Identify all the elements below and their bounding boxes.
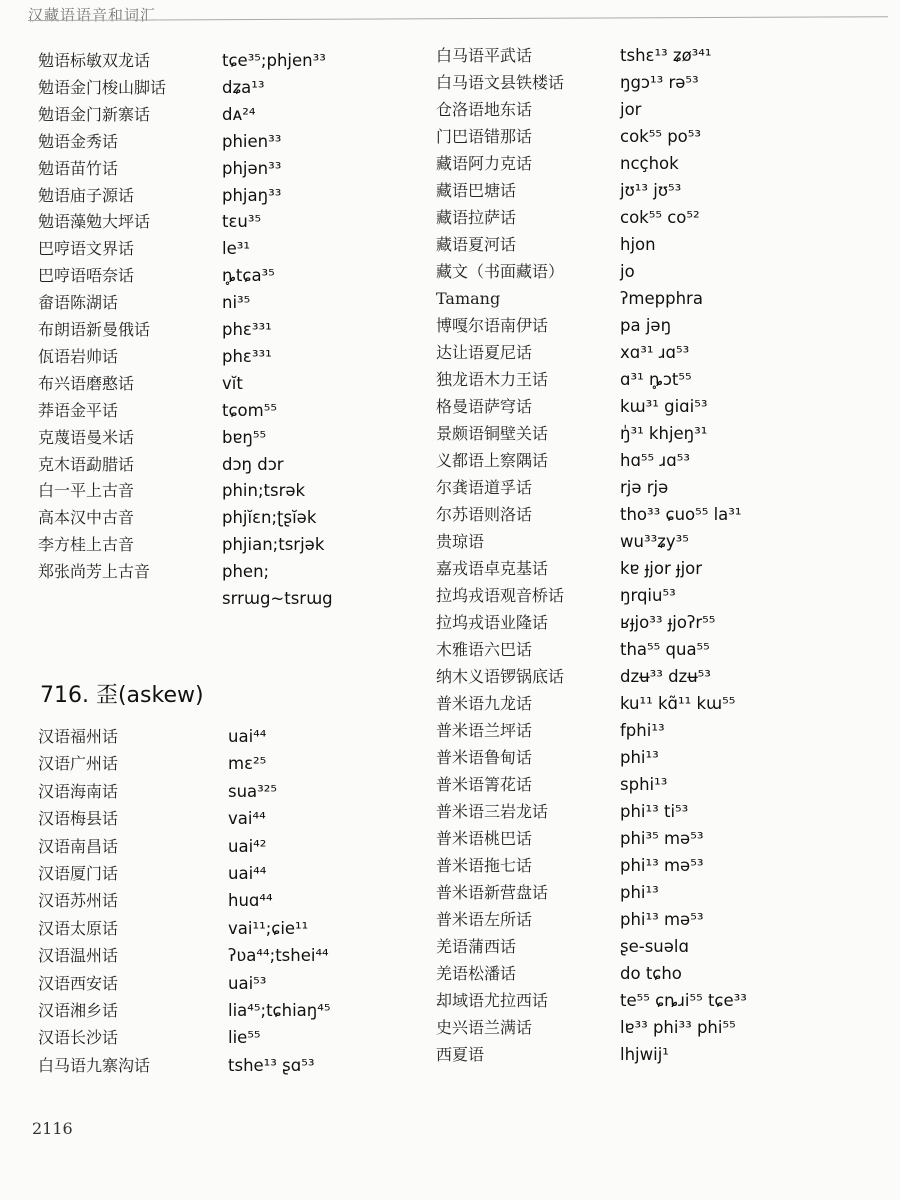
dialect-name: 高本汉中古音: [38, 508, 135, 528]
dialect-name: 仓洛语地东话: [436, 100, 533, 119]
phonetic-form: ʔʋa⁴⁴;tshei⁴⁴: [228, 946, 329, 966]
phonetic-form: tshe¹³ ʂɑ⁵³: [228, 1055, 315, 1075]
phonetic-form: fphi¹³: [620, 721, 665, 740]
dialect-name: 勉语金秀话: [38, 131, 119, 151]
dialect-name: 门巴语错那话: [436, 127, 533, 146]
phonetic-form: wu³³ʑy³⁵: [620, 532, 689, 551]
dialect-name: 畲语陈湖话: [38, 293, 119, 313]
dialect-name: 藏语夏河话: [436, 235, 517, 254]
dialect-name: 勉语庙子源话: [38, 185, 135, 205]
dialect-name: 勉语藻勉大坪话: [38, 212, 151, 232]
dialect-name: 景颇语铜壁关话: [436, 424, 549, 443]
dialect-name: 汉语西安话: [38, 973, 119, 993]
dialect-name: 史兴语兰满话: [436, 1018, 533, 1037]
phonetic-form: tɛu³⁵: [222, 212, 262, 232]
phonetic-form: ŋrqiu⁵³: [620, 586, 676, 605]
phonetic-form: le³¹: [222, 239, 250, 259]
dialect-name: 汉语厦门话: [38, 864, 119, 883]
dialect-name: 藏文（书面藏语）: [436, 262, 565, 281]
phonetic-form: vai¹¹;ɕie¹¹: [228, 918, 309, 938]
dialect-name: 西夏语: [436, 1045, 485, 1064]
dialect-name: 汉语温州话: [38, 946, 119, 966]
dialect-name: 勉语金门梭山脚话: [38, 77, 167, 97]
dialect-name: 汉语广州话: [38, 754, 119, 774]
dialect-name: 勉语苗竹话: [38, 158, 119, 178]
phonetic-form: phjian;tsrjək: [222, 535, 325, 555]
dialect-name: 普米语箐花话: [436, 775, 533, 794]
dialect-name: 汉语湘乡话: [38, 1001, 119, 1020]
dialect-name: 普米语三岩龙话: [436, 802, 549, 821]
phonetic-form: phi¹³ mə⁵³: [620, 910, 704, 929]
phonetic-form: sphi¹³: [620, 775, 668, 794]
dialect-name: 勉语标敏双龙话: [38, 51, 151, 70]
dialect-name: 白马语平武话: [436, 46, 533, 65]
phonetic-form: uai⁴⁴: [228, 727, 267, 746]
phonetic-form: phien³³: [222, 131, 282, 151]
dialect-name: 白一平上古音: [38, 481, 135, 501]
dialect-name: 纳木义语锣锅底话: [436, 667, 565, 686]
phonetic-form: jʊ¹³ jʊ⁵³: [620, 181, 682, 200]
dialect-name: 拉坞戎语业隆话: [436, 613, 549, 632]
phonetic-form: ɑ³¹ ȵ̥ɔt⁵⁵: [620, 370, 692, 389]
dialect-name: 克蔑语曼米话: [38, 427, 135, 447]
phonetic-form: phɛ³³¹: [222, 320, 272, 339]
dialect-name: 郑张尚芳上古音: [38, 562, 151, 582]
phonetic-form: ȵ̥tɕa³⁵: [222, 266, 275, 286]
phonetic-form: uai⁵³: [228, 973, 267, 993]
dialect-name: 博嘎尔语南伊话: [436, 316, 549, 335]
dialect-name: 普米语桃巴话: [436, 829, 533, 848]
phonetic-form: kɐ ɟjor ɟjor: [620, 559, 703, 578]
page-number: 2116: [32, 1119, 73, 1138]
phonetic-form: uai⁴⁴: [228, 864, 267, 883]
phonetic-form: kɯ³¹ giɑi⁵³: [620, 397, 708, 416]
phonetic-form: hjon: [620, 235, 656, 254]
phonetic-form: vĭt: [222, 373, 243, 393]
dialect-name: 勉语金门新寨话: [38, 104, 151, 124]
phonetic-form: ŋ̍³¹ khjeŋ³¹: [620, 424, 708, 443]
dialect-name: 贵琼语: [436, 532, 485, 551]
phonetic-form: ŋgɔ¹³ rə⁵³: [620, 73, 699, 92]
dialect-name: 汉语南昌话: [38, 836, 119, 856]
dialect-name: 汉语海南话: [38, 781, 119, 801]
phonetic-form: srrɯg~tsrɯg: [222, 589, 333, 608]
phonetic-form: huɑ⁴⁴: [228, 891, 273, 911]
dialect-name: 佤语岩帅话: [38, 346, 119, 366]
phonetic-form: do tɕho: [620, 964, 682, 983]
phonetic-form: tho³³ ɕuo⁵⁵ la³¹: [620, 505, 742, 524]
dialect-name: 格曼语萨穹话: [436, 397, 533, 416]
phonetic-form: cok⁵⁵ co⁵²: [620, 208, 700, 227]
phonetic-form: dɔŋ dɔr: [222, 454, 284, 474]
phonetic-form: phin;tsrək: [222, 481, 306, 501]
phonetic-form: dʑa¹³: [222, 77, 265, 97]
dialect-name: 李方桂上古音: [38, 535, 135, 555]
phonetic-form: phen;: [222, 562, 270, 582]
dialect-name: 义都语上察隅话: [436, 451, 549, 470]
dialect-name: 白马语文县铁楼话: [436, 73, 565, 92]
dialect-name: 达让语夏尼话: [436, 343, 533, 362]
dialect-name: 布兴语磨憨话: [38, 373, 135, 393]
dialect-name: 普米语新营盘话: [436, 883, 549, 902]
phonetic-form: ʂe-suəlɑ: [620, 937, 689, 956]
dialect-name: 白马语九寨沟话: [38, 1055, 151, 1075]
phonetic-form: lɐ³³ phi³³ phi⁵⁵: [620, 1018, 736, 1037]
dialect-name: 巴哼语唔奈话: [38, 266, 135, 286]
dialect-name: 汉语苏州话: [38, 891, 119, 911]
phonetic-form: ni³⁵: [222, 293, 251, 313]
phonetic-form: rjə rjə: [620, 478, 669, 497]
dialect-name: 拉坞戎语观音桥话: [436, 586, 565, 605]
dialect-name: 羌语松潘话: [436, 964, 517, 983]
dialect-name: 独龙语木力王话: [436, 370, 549, 389]
phonetic-form: dᴀ²⁴: [222, 104, 256, 124]
header-rule: [28, 16, 888, 21]
dialect-name: 藏语巴塘话: [436, 181, 517, 200]
phonetic-form: phi¹³: [620, 748, 659, 767]
running-header: 汉藏语语音和词汇: [28, 6, 157, 24]
dialect-name: 藏语拉萨话: [436, 208, 517, 227]
phonetic-form: phi³⁵ mə⁵³: [620, 829, 704, 848]
phonetic-form: vai⁴⁴: [228, 809, 266, 829]
phonetic-form: ncçhok: [620, 154, 679, 173]
phonetic-form: phjən³³: [222, 158, 282, 178]
dialect-name: 普米语拖七话: [436, 856, 533, 875]
phonetic-form: ku¹¹ kɑ̃¹¹ kɯ⁵⁵: [620, 694, 736, 713]
dialect-name: 尔苏语则洛话: [436, 505, 533, 524]
phonetic-form: tɕe³⁵;phjen³³: [222, 51, 326, 70]
phonetic-form: dzʉ³³ dzʉ⁵³: [620, 667, 711, 686]
phonetic-form: ʁɟjo³³ ɟjoʔr⁵⁵: [620, 613, 716, 632]
phonetic-form: ʔmepphra: [620, 289, 703, 308]
dialect-name: 羌语蒲西话: [436, 937, 517, 956]
dialect-name: 普米语兰坪话: [436, 721, 533, 740]
dialect-name: 汉语长沙话: [38, 1028, 119, 1048]
phonetic-form: lhjwij¹: [620, 1045, 669, 1064]
phonetic-form: phi¹³ ti⁵³: [620, 802, 689, 821]
dialect-name: 汉语福州话: [38, 727, 119, 746]
phonetic-form: tha⁵⁵ qua⁵⁵: [620, 640, 710, 659]
phonetic-form: phi¹³: [620, 883, 659, 902]
phonetic-form: phɛ³³¹: [222, 346, 272, 366]
dialect-name: 木雅语六巴话: [436, 640, 533, 659]
dialect-name: 却域语尤拉西话: [436, 991, 549, 1010]
phonetic-form: tɕom⁵⁵: [222, 400, 277, 420]
dialect-name: 藏语阿力克话: [436, 154, 533, 173]
phonetic-form: sua³²⁵: [228, 781, 278, 801]
dialect-name: 莽语金平话: [38, 400, 119, 420]
dialect-name: 布朗语新曼俄话: [38, 320, 151, 339]
phonetic-form: jor: [620, 100, 642, 119]
dialect-name: 克木语勐腊话: [38, 454, 135, 474]
phonetic-form: lie⁵⁵: [228, 1028, 261, 1048]
phonetic-form: hɑ⁵⁵ ɹɑ⁵³: [620, 451, 690, 470]
phonetic-form: mɛ²⁵: [228, 754, 267, 774]
phonetic-form: phjĭɛn;ʈʂĭək: [222, 508, 317, 528]
phonetic-form: phjaŋ³³: [222, 185, 282, 205]
phonetic-form: xɑ³¹ ɹɑ⁵³: [620, 343, 690, 362]
phonetic-form: uai⁴²: [228, 836, 267, 856]
section-heading: 716. 歪(askew): [40, 683, 204, 708]
dialect-name: 汉语梅县话: [38, 809, 119, 829]
dialect-name: 汉语太原话: [38, 918, 119, 938]
phonetic-form: tshɛ¹³ ʑø³⁴¹: [620, 46, 712, 65]
dialect-name: 普米语左所话: [436, 910, 533, 929]
dialect-name: 普米语九龙话: [436, 694, 533, 713]
dialect-name: 巴哼语文界话: [38, 239, 135, 259]
phonetic-form: te⁵⁵ ɕȵɹi⁵⁵ tɕe³³: [620, 991, 747, 1010]
phonetic-form: pa jəŋ: [620, 316, 672, 335]
phonetic-form: jo: [620, 262, 635, 281]
phonetic-form: bɐŋ⁵⁵: [222, 427, 267, 447]
dialect-name: Tamang: [436, 289, 501, 308]
phonetic-form: lia⁴⁵;tɕhiaŋ⁴⁵: [228, 1001, 331, 1020]
phonetic-form: cok⁵⁵ po⁵³: [620, 127, 701, 146]
dialect-name: 嘉戎语卓克基话: [436, 559, 549, 578]
phonetic-form: phi¹³ mə⁵³: [620, 856, 704, 875]
dialect-name: 尔龚语道孚话: [436, 478, 533, 497]
dialect-name: 普米语鲁甸话: [436, 748, 533, 767]
